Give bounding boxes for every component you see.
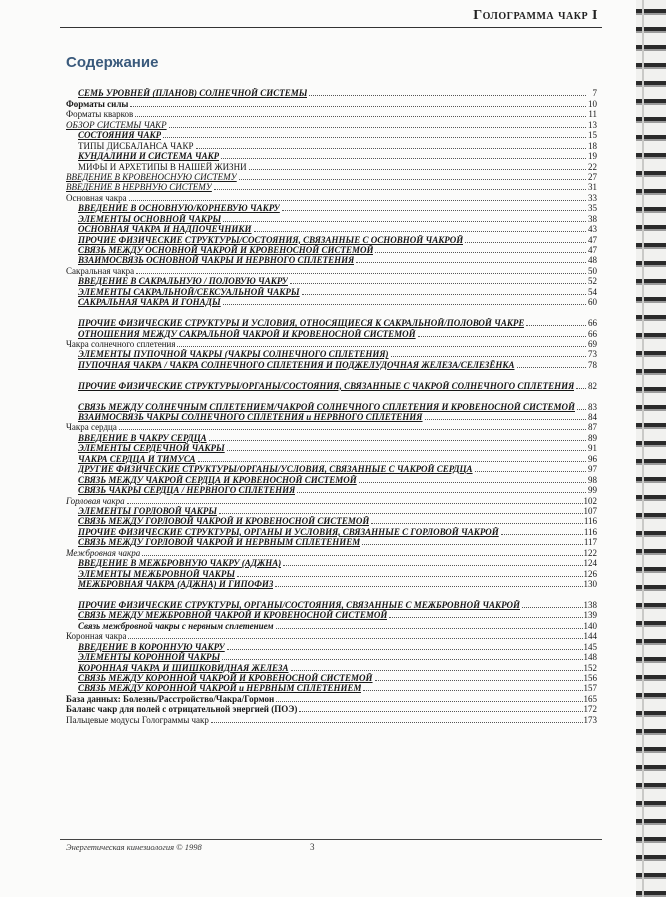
toc-leader-dots xyxy=(475,471,586,472)
toc-entry-title: Чакра сердца xyxy=(66,422,117,433)
toc-leader-dots xyxy=(371,523,582,524)
running-header: Голограмма чакр I xyxy=(473,8,598,23)
toc-leader-dots xyxy=(130,106,586,107)
toc-leader-dots xyxy=(198,461,587,462)
toc-entry-page: 144 xyxy=(583,631,597,642)
toc-entry-title: Межбровная чакра xyxy=(66,547,141,558)
toc-entry-page: 156 xyxy=(583,673,597,683)
toc-entry-title: ВВЕДЕНИЕ В ОСНОВНУЮ/КОРНЕВУЮ ЧАКРУ xyxy=(78,203,280,214)
toc-leader-dots xyxy=(522,607,582,608)
toc-entry-title: ДРУГИЕ ФИЗИЧЕСКИЕ СТРУКТУРЫ/ОРГАНЫ/УСЛОВИЯ, СВЯЗАННЫЕ С ЧАКРОЙ СЕРДЦА xyxy=(78,464,473,475)
toc-entry-page: 96 xyxy=(588,453,597,464)
toc-entry xyxy=(66,610,597,620)
toc-entry-title: ЭЛЕМЕНТЫ ГОРЛОВОЙ ЧАКРЫ xyxy=(78,505,218,516)
toc-leader-dots xyxy=(214,189,586,190)
toc-entry-title: ОСНОВНАЯ ЧАКРА И НАДПОЧЕЧНИКИ xyxy=(78,224,252,235)
toc-entry-page: 117 xyxy=(583,537,597,548)
toc-entry xyxy=(66,568,597,578)
toc-entry-page: 35 xyxy=(588,203,597,214)
toc-entry-page: 107 xyxy=(583,505,597,516)
toc-entry-page: 116 xyxy=(583,526,597,537)
toc-leader-dots xyxy=(356,262,586,263)
toc-entry-page: 173 xyxy=(583,714,597,725)
toc-entry-title: СВЯЗЬ МЕЖДУ КОРОННОЙ ЧАКРОЙ и НЕРВНЫМ СПЛЕТЕНИЕМ xyxy=(78,683,362,694)
toc-entry xyxy=(66,641,597,651)
toc-entry-page: 138 xyxy=(583,599,597,610)
table-of-contents xyxy=(66,88,597,725)
toc-entry-page: 139 xyxy=(583,610,597,621)
toc-entry-page: 99 xyxy=(588,485,597,496)
toc-entry xyxy=(66,286,597,296)
toc-leader-dots xyxy=(577,409,586,410)
toc-entry xyxy=(66,652,597,662)
toc-entry-page: 97 xyxy=(588,464,597,475)
toc-entry-title: Сакральная чакра xyxy=(66,265,135,276)
toc-leader-dots xyxy=(222,659,582,660)
toc-entry-page: 11 xyxy=(588,109,597,120)
toc-entry-page: 124 xyxy=(583,558,597,569)
toc-entry-title: Пальцевые модусы Голограммы чакр xyxy=(66,714,209,725)
toc-entry xyxy=(66,370,597,391)
toc-entry-title: ПРОЧИЕ ФИЗИЧЕСКИЕ СТРУКТУРЫ/СОСТОЯНИЯ, СВЯЗАННЫЕ С ОСНОВНОЙ ЧАКРОЙ xyxy=(78,234,464,245)
toc-leader-dots xyxy=(223,304,586,305)
toc-leader-dots xyxy=(389,617,582,618)
toc-entry xyxy=(66,589,597,610)
toc-entry-page: 27 xyxy=(588,171,597,182)
toc-entry xyxy=(66,485,597,495)
toc-entry xyxy=(66,307,597,328)
toc-leader-dots xyxy=(129,200,586,201)
toc-entry xyxy=(66,537,597,547)
page-number: 3 xyxy=(310,842,315,852)
toc-entry-title: СВЯЗЬ МЕЖДУ КОРОННОЙ ЧАКРОЙ И КРОВЕНОСНОЙ СИСТЕМОЙ xyxy=(78,673,373,683)
toc-entry-page: 148 xyxy=(583,652,597,663)
toc-entry-page: 60 xyxy=(588,297,597,308)
toc-leader-dots xyxy=(237,576,582,577)
toc-entry-page: 50 xyxy=(588,265,597,276)
toc-entry xyxy=(66,161,597,171)
toc-leader-dots xyxy=(391,356,586,357)
toc-entry-title: ВЗАИМОСВЯЗЬ ЧАКРЫ СОЛНЕЧНОГО СПЛЕТЕНИЯ и НЕРВНОГО СПЛЕТЕНИЯ xyxy=(78,412,423,423)
toc-entry xyxy=(66,276,597,286)
toc-entry-page: 83 xyxy=(588,401,597,412)
toc-leader-dots xyxy=(128,638,582,639)
toc-leader-dots xyxy=(276,701,582,702)
toc-leader-dots xyxy=(290,283,586,284)
toc-leader-dots xyxy=(163,137,586,138)
toc-entry-title: СЕМЬ УРОВНЕЙ (ПЛАНОВ) СОЛНЕЧНОЙ СИСТЕМЫ xyxy=(78,88,308,99)
toc-entry-title: ОБЗОР СИСТЕМЫ ЧАКР xyxy=(66,119,167,130)
toc-entry xyxy=(66,224,597,234)
toc-leader-dots xyxy=(169,127,586,128)
toc-leader-dots xyxy=(418,336,586,337)
toc-entry-title: Форматы кварков xyxy=(66,109,134,120)
toc-entry-title: ВВЕДЕНИЕ В МЕЖБРОВНУЮ ЧАКРУ (АДЖНА) xyxy=(78,558,282,569)
toc-entry xyxy=(66,443,597,453)
toc-leader-dots xyxy=(239,179,586,180)
toc-entry-page: 18 xyxy=(588,140,597,151)
toc-entry-title: Форматы силы xyxy=(66,98,129,109)
toc-entry-title: СВЯЗЬ МЕЖДУ МЕЖБРОВНОЙ ЧАКРОЙ И КРОВЕНОСНОЙ СИСТЕМОЙ xyxy=(78,610,388,621)
toc-entry-title: ПРОЧИЕ ФИЗИЧЕСКИЕ СТРУКТУРЫ, ОРГАНЫ И УСЛОВИЯ, СВЯЗАННЫЕ С ГОРЛОВОЙ ЧАКРОЙ xyxy=(78,526,499,537)
toc-entry xyxy=(66,172,597,182)
toc-entry-title: СВЯЗЬ ЧАКРЫ СЕРДЦА / НЕРВНОГО СПЛЕТЕНИЯ xyxy=(78,485,296,496)
toc-entry-page: 15 xyxy=(588,130,597,141)
toc-entry xyxy=(66,109,597,119)
toc-leader-dots xyxy=(363,690,582,691)
toc-entry xyxy=(66,464,597,474)
toc-entry xyxy=(66,359,597,369)
toc-entry xyxy=(66,683,597,693)
toc-entry-page: 122 xyxy=(583,547,597,558)
toc-entry xyxy=(66,140,597,150)
toc-entry-page: 172 xyxy=(583,704,597,715)
toc-entry xyxy=(66,495,597,505)
toc-entry xyxy=(66,432,597,442)
toc-entry-page: 87 xyxy=(588,422,597,433)
toc-entry xyxy=(66,245,597,255)
toc-entry xyxy=(66,673,597,683)
toc-leader-dots xyxy=(276,628,583,629)
toc-leader-dots xyxy=(465,242,586,243)
toc-entry xyxy=(66,547,597,557)
toc-entry xyxy=(66,328,597,338)
toc-leader-dots xyxy=(221,158,586,159)
toc-entry-page: 89 xyxy=(588,432,597,443)
toc-entry xyxy=(66,192,597,202)
toc-leader-dots xyxy=(526,325,586,326)
toc-entry-page: 157 xyxy=(583,683,597,694)
toc-entry-page: 84 xyxy=(588,412,597,423)
footer-copyright: Энергетическая кинезиология © 1998 xyxy=(66,842,202,852)
toc-leader-dots xyxy=(517,367,587,368)
toc-entry-page: 78 xyxy=(588,359,597,370)
toc-entry xyxy=(66,526,597,536)
toc-entry-title: ОТНОШЕНИЯ МЕЖДУ САКРАЛЬНОЙ ЧАКРОЙ И КРОВЕНОСНОЙ СИСТЕМОЙ xyxy=(78,328,416,339)
toc-leader-dots xyxy=(576,388,586,389)
toc-entry-page: 13 xyxy=(588,119,597,130)
toc-leader-dots xyxy=(127,503,583,504)
toc-entry xyxy=(66,693,597,703)
toc-entry xyxy=(66,474,597,484)
toc-leader-dots xyxy=(359,482,586,483)
toc-entry xyxy=(66,422,597,432)
toc-entry-title: ВВЕДЕНИЕ В НЕРВНУЮ СИСТЕМУ xyxy=(66,182,212,193)
toc-entry-title: ПРОЧИЕ ФИЗИЧЕСКИЕ СТРУКТУРЫ/ОРГАНЫ/СОСТОЯНИЯ, СВЯЗАННЫЕ С ЧАКРОЙ СОЛНЕЧНОГО СПЛЕТЕНИЯ xyxy=(78,380,575,391)
toc-entry-page: 69 xyxy=(588,338,597,349)
toc-leader-dots xyxy=(254,231,586,232)
toc-entry-title: СВЯЗЬ МЕЖДУ ГОРЛОВОЙ ЧАКРОЙ И НЕРВНЫМ СПЛЕТЕНИЕМ xyxy=(78,537,361,548)
toc-entry xyxy=(66,391,597,412)
toc-entry-page: 82 xyxy=(588,380,597,391)
toc-leader-dots xyxy=(309,95,586,96)
toc-entry-title: Основная чакра xyxy=(66,192,127,203)
toc-leader-dots xyxy=(219,513,582,514)
toc-entry-page: 47 xyxy=(588,245,597,255)
toc-entry-title: Баланс чакр для полей с отрицательной энергией (ПОЭ) xyxy=(66,704,298,715)
toc-entry-title: ВВЕДЕНИЕ В КОРОННУЮ ЧАКРУ xyxy=(78,641,225,652)
toc-entry-page: 66 xyxy=(588,328,597,339)
toc-entry xyxy=(66,203,597,213)
toc-entry-page: 152 xyxy=(583,662,597,673)
toc-entry-title: ВВЕДЕНИЕ В САКРАЛЬНУЮ / ПОЛОВУЮ ЧАКРУ xyxy=(78,276,288,287)
toc-entry-title: ЭЛЕМЕНТЫ КОРОННОЙ ЧАКРЫ xyxy=(78,652,221,663)
toc-entry-page: 73 xyxy=(588,349,597,360)
toc-entry xyxy=(66,714,597,724)
toc-entry-title: МИФЫ И АРХЕТИПЫ В НАШЕЙ ЖИЗНИ xyxy=(78,161,247,172)
toc-entry-title: СВЯЗЬ МЕЖДУ ОСНОВНОЙ ЧАКРОЙ И КРОВЕНОСНОЙ СИСТЕМОЙ xyxy=(78,245,374,255)
toc-entry-title: ПРОЧИЕ ФИЗИЧЕСКИЕ СТРУКТУРЫ И УСЛОВИЯ, ОТНОСЯЩИЕСЯ К САКРАЛЬНОЙ/ПОЛОВОЙ ЧАКРЕ xyxy=(78,318,525,329)
toc-entry-page: 48 xyxy=(588,255,597,266)
toc-entry-title: ЭЛЕМЕНТЫ МЕЖБРОВНОЙ ЧАКРЫ xyxy=(78,568,236,579)
toc-heading: Содержание xyxy=(66,54,159,71)
toc-entry xyxy=(66,98,597,108)
toc-entry-page: 66 xyxy=(588,318,597,329)
toc-entry-title: ЭЛЕМЕНТЫ ОСНОВНОЙ ЧАКРЫ xyxy=(78,213,222,224)
toc-leader-dots xyxy=(177,346,586,347)
toc-leader-dots xyxy=(291,670,583,671)
toc-leader-dots xyxy=(362,544,583,545)
toc-entry-page: 54 xyxy=(588,286,597,297)
toc-entry-page: 126 xyxy=(583,568,597,579)
toc-entry xyxy=(66,620,597,630)
toc-entry-title: Коронная чакра xyxy=(66,631,127,642)
toc-entry xyxy=(66,506,597,516)
toc-entry xyxy=(66,339,597,349)
toc-entry-title: Чакра солнечного сплетения xyxy=(66,338,176,349)
toc-entry-title: ТИПЫ ДИСБАЛАНСА ЧАКР xyxy=(78,140,194,151)
spiral-binding xyxy=(636,0,666,897)
toc-leader-dots xyxy=(223,221,586,222)
toc-entry xyxy=(66,182,597,192)
toc-entry-title: КОРОННАЯ ЧАКРА И ШИШКОВИДНАЯ ЖЕЛЕЗА xyxy=(78,662,289,673)
toc-leader-dots xyxy=(283,565,582,566)
toc-entry-page: 130 xyxy=(583,579,597,590)
toc-entry-page: 165 xyxy=(583,693,597,704)
toc-entry xyxy=(66,516,597,526)
toc-entry xyxy=(66,151,597,161)
toc-entry xyxy=(66,130,597,140)
toc-entry xyxy=(66,119,597,129)
toc-entry-page: 22 xyxy=(588,161,597,172)
toc-entry xyxy=(66,88,597,98)
toc-entry-title: ПРОЧИЕ ФИЗИЧЕСКИЕ СТРУКТУРЫ, ОРГАНЫ/СОСТОЯНИЯ, СВЯЗАННЫЕ С МЕЖБРОВНОЙ ЧАКРОЙ xyxy=(78,599,521,610)
toc-leader-dots xyxy=(249,169,586,170)
toc-entry xyxy=(66,213,597,223)
toc-entry xyxy=(66,662,597,672)
header-rule xyxy=(60,27,602,28)
toc-entry xyxy=(66,234,597,244)
toc-entry-title: ЭЛЕМЕНТЫ САКРАЛЬНОЙ/СЕКСУАЛЬНОЙ ЧАКРЫ xyxy=(78,286,300,297)
toc-entry xyxy=(66,558,597,568)
toc-entry xyxy=(66,265,597,275)
toc-leader-dots xyxy=(196,148,586,149)
toc-leader-dots xyxy=(209,440,586,441)
toc-entry xyxy=(66,297,597,307)
toc-leader-dots xyxy=(501,534,583,535)
toc-entry-page: 52 xyxy=(588,276,597,287)
toc-leader-dots xyxy=(142,555,582,556)
toc-entry xyxy=(66,349,597,359)
toc-leader-dots xyxy=(227,450,586,451)
toc-entry xyxy=(66,579,597,589)
toc-entry xyxy=(66,631,597,641)
toc-entry xyxy=(66,255,597,265)
toc-entry-page: 33 xyxy=(588,192,597,203)
toc-entry-page: 38 xyxy=(588,213,597,224)
toc-leader-dots xyxy=(211,722,583,723)
toc-entry-title: СВЯЗЬ МЕЖДУ ГОРЛОВОЙ ЧАКРОЙ И КРОВЕНОСНОЙ СИСТЕМОЙ xyxy=(78,516,370,527)
toc-entry-title: ЭЛЕМЕНТЫ СЕРДЕЧНОЙ ЧАКРЫ xyxy=(78,443,225,454)
toc-entry-title: МЕЖБРОВНАЯ ЧАКРА (АДЖНА) И ГИПОФИЗ xyxy=(78,579,274,590)
toc-entry-title: ЧАКРА СЕРДЦА И ТИМУСА xyxy=(78,453,196,464)
toc-entry-page: 116 xyxy=(583,516,597,527)
toc-entry-title: ПУПОЧНАЯ ЧАКРА / ЧАКРА СОЛНЕЧНОГО СПЛЕТЕНИЯ И ПОДЖЕЛУДОЧНАЯ ЖЕЛЕЗА/СЕЛЕЗЁНКА xyxy=(78,359,515,370)
toc-entry-page: 102 xyxy=(583,495,597,506)
toc-entry-page: 145 xyxy=(583,641,597,652)
toc-entry-title: ВЗАИМОСВЯЗЬ ОСНОВНОЙ ЧАКРЫ И НЕРВНОГО СПЛЕТЕНИЯ xyxy=(78,255,355,266)
toc-entry-page: 43 xyxy=(588,224,597,235)
toc-entry-page: 19 xyxy=(588,151,597,162)
toc-leader-dots xyxy=(375,252,586,253)
toc-entry-title: База данных: Болезнь/Расстройство/Чакра/Гормон xyxy=(66,693,275,704)
toc-entry-title: ВВЕДЕНИЕ В КРОВЕНОСНУЮ СИСТЕМУ xyxy=(66,171,237,182)
toc-entry-title: СВЯЗЬ МЕЖДУ СОЛНЕЧНЫМ СПЛЕТЕНИЕМ/ЧАКРОЙ СОЛНЕЧНОГО СПЛЕТЕНИЯ И КРОВЕНОСНОЙ СИСТЕМОЙ xyxy=(78,401,575,412)
toc-entry-title: КУНДАЛИНИ И СИСТЕМА ЧАКР xyxy=(78,151,220,162)
toc-entry-page: 47 xyxy=(588,234,597,245)
toc-leader-dots xyxy=(297,492,586,493)
toc-entry-title: ВВЕДЕНИЕ В ЧАКРУ СЕРДЦА xyxy=(78,432,207,443)
toc-entry xyxy=(66,412,597,422)
toc-entry-page: 7 xyxy=(592,88,597,99)
toc-leader-dots xyxy=(299,711,582,712)
toc-leader-dots xyxy=(375,680,583,681)
toc-entry-title: СВЯЗЬ МЕЖДУ ЧАКРОЙ СЕРДЦА И КРОВЕНОСНОЙ СИСТЕМОЙ xyxy=(78,474,357,485)
footer-rule xyxy=(60,839,602,840)
toc-leader-dots xyxy=(425,419,586,420)
toc-leader-dots xyxy=(282,210,586,211)
toc-entry-title: СОСТОЯНИЯ ЧАКР xyxy=(78,130,162,141)
toc-entry-page: 10 xyxy=(588,98,597,109)
toc-leader-dots xyxy=(135,116,586,117)
toc-entry-title: Горловая чакра xyxy=(66,495,125,506)
toc-entry-page: 31 xyxy=(588,182,597,193)
toc-leader-dots xyxy=(302,294,586,295)
binding-edge xyxy=(642,0,644,897)
toc-entry-page: 91 xyxy=(588,443,597,454)
toc-leader-dots xyxy=(136,273,586,274)
toc-leader-dots xyxy=(227,649,583,650)
toc-entry-title: САКРАЛЬНАЯ ЧАКРА И ГОНАДЫ xyxy=(78,297,221,308)
toc-entry xyxy=(66,704,597,714)
toc-entry xyxy=(66,453,597,463)
toc-entry-title: ЭЛЕМЕНТЫ ПУПОЧНОЙ ЧАКРЫ (ЧАКРЫ СОЛНЕЧНОГО СПЛЕТЕНИЯ) xyxy=(78,349,389,360)
toc-entry-page: 140 xyxy=(583,620,597,631)
toc-entry-title: Связь межбровной чакры с нервным сплетением xyxy=(78,620,274,631)
toc-leader-dots xyxy=(119,429,586,430)
toc-entry-page: 98 xyxy=(588,474,597,485)
toc-leader-dots xyxy=(275,586,582,587)
